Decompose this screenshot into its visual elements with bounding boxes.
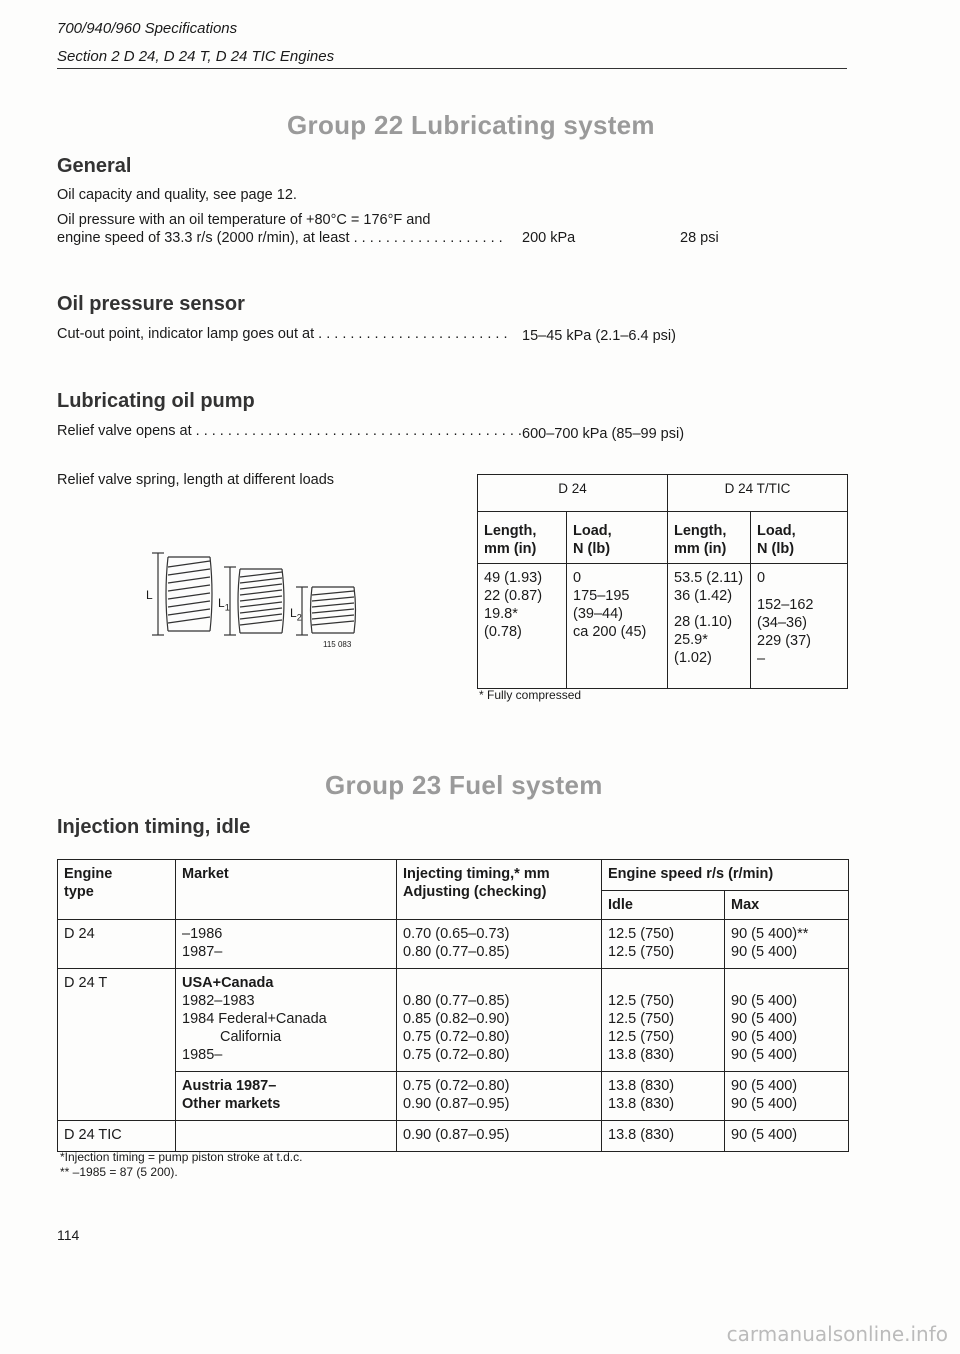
injection-timing-heading: Injection timing, idle: [57, 816, 251, 838]
table-row-d24: [58, 920, 849, 969]
col-engine-type: Engine type: [58, 860, 176, 920]
fully-compressed-note: * Fully compressed: [479, 688, 582, 702]
market-d24t-other: Austria 1987– Other markets: [176, 1072, 397, 1121]
col-market: Market: [176, 860, 397, 920]
idle-d24tic: 13.8 (830): [602, 1121, 725, 1152]
engine-d24tic: D 24 TIC: [58, 1121, 176, 1152]
col-engine-speed: Engine speed r/s (r/min): [602, 860, 849, 891]
spring-values-load-d24: 0 175–195 (39–44) ca 200 (45): [567, 564, 668, 689]
inj-d24t-other: 0.75 (0.72–0.80) 0.90 (0.87–0.95): [397, 1072, 602, 1121]
document-header-section: Section 2 D 24, D 24 T, D 24 TIC Engines: [57, 48, 335, 65]
oil-pressure-kpa: 200 kPa: [522, 230, 576, 246]
idle-d24: 12.5 (750) 12.5 (750): [602, 920, 725, 969]
inj-d24: 0.70 (0.65–0.73) 0.80 (0.77–0.85): [397, 920, 602, 969]
oil-pressure-sensor-heading: Oil pressure sensor: [57, 293, 245, 315]
page-number: 114: [57, 1227, 80, 1243]
oil-pressure-text: Oil pressure with an oil temperature of +80°C = 176°F and: [57, 212, 431, 228]
idle-d24t-other: 13.8 (830) 13.8 (830): [602, 1072, 725, 1121]
spring-table-group-d24t: D 24 T/TIC: [668, 475, 848, 512]
col-idle: Idle: [602, 891, 725, 920]
market-d24t-usa: USA+Canada 1982–1983 1984 Federal+Canada California 1985–: [176, 969, 397, 1072]
max-d24: 90 (5 400)** 90 (5 400): [725, 920, 849, 969]
spring-load-table: [477, 474, 848, 689]
engine-d24t: D 24 T: [58, 969, 176, 1121]
spring-dimension-label-l2: $L_2$: [290, 606, 302, 623]
cut-out-point-text: Cut-out point, indicator lamp goes out at . . . . . . . . . . . . . . . . . . . . . . . .: [57, 326, 508, 342]
spring-dimension-label-l: L: [146, 588, 153, 602]
engine-d24: D 24: [58, 920, 176, 969]
spring-dimension-label-l1: $L_1$: [218, 596, 230, 613]
group23-title: Group 23 Fuel system: [325, 770, 603, 800]
spring-col-load-d24t: Load, N (lb): [751, 512, 848, 564]
document-header-title: 700/940/960 Specifications: [57, 20, 238, 37]
market-d24: –1986 1987–: [176, 920, 397, 969]
col-injecting-timing: Injecting timing,* mm Adjusting (checking): [397, 860, 602, 920]
injection-timing-table: [57, 859, 849, 1152]
market-d24tic: [176, 1121, 397, 1152]
figure-code: 115 083: [323, 640, 352, 649]
injection-footnote-1: *Injection timing = pump piston stroke at t.d.c.: [60, 1150, 303, 1164]
relief-valve-opens-text: Relief valve opens at . . . . . . . . . . . . . . . . . . . . . . . . . . . . . . . . . . . . . . . . .: [57, 423, 522, 439]
relief-valve-opens-value: 600–700 kPa (85–99 psi): [522, 426, 685, 442]
spring-values-length-d24t: 53.5 (2.11) 36 (1.42) 28 (1.10) 25.9* (1.02): [668, 564, 751, 689]
table-row-d24t-other: [58, 1072, 849, 1121]
watermark-text: carmanualsonline.info: [726, 1322, 948, 1346]
table-row-d24tic: [58, 1121, 849, 1152]
cut-out-point-value: 15–45 kPa (2.1–6.4 psi): [522, 328, 676, 344]
header-divider: [57, 68, 847, 69]
relief-valve-spring-illustration: [140, 545, 370, 655]
inj-d24tic: 0.90 (0.87–0.95): [397, 1121, 602, 1152]
spring-col-length-d24t: Length, mm (in): [668, 512, 751, 564]
injection-footnote-2: ** –1985 = 87 (5 200).: [60, 1165, 178, 1179]
table-row-d24t-usa: [58, 969, 849, 1072]
col-max: Max: [725, 891, 849, 920]
engine-speed-text: engine speed of 33.3 r/s (2000 r/min), at least . . . . . . . . . . . . . . . . . . .: [57, 230, 503, 246]
lubricating-oil-pump-heading: Lubricating oil pump: [57, 390, 255, 412]
oil-pressure-psi: 28 psi: [680, 230, 719, 246]
max-d24tic: 90 (5 400): [725, 1121, 849, 1152]
group22-title: Group 22 Lubricating system: [287, 110, 655, 140]
spring-values-load-d24t: 0 152–162 (34–36) 229 (37) –: [751, 564, 848, 689]
idle-d24t-usa: 12.5 (750) 12.5 (750) 12.5 (750) 13.8 (830): [602, 969, 725, 1072]
max-d24t-other: 90 (5 400) 90 (5 400): [725, 1072, 849, 1121]
spring-table-group-d24: D 24: [478, 475, 668, 512]
max-d24t-usa: 90 (5 400) 90 (5 400) 90 (5 400) 90 (5 400): [725, 969, 849, 1072]
general-heading: General: [57, 155, 132, 177]
oil-capacity-text: Oil capacity and quality, see page 12.: [57, 187, 297, 203]
spring-col-load-d24: Load, N (lb): [567, 512, 668, 564]
relief-valve-spring-label: Relief valve spring, length at different loads: [57, 472, 335, 488]
inj-d24t-usa: 0.80 (0.77–0.85) 0.85 (0.82–0.90) 0.75 (0.72–0.80) 0.75 (0.72–0.80): [397, 969, 602, 1072]
spring-values-length-d24: 49 (1.93) 22 (0.87) 19.8* (0.78): [478, 564, 567, 689]
spring-col-length-d24: Length, mm (in): [478, 512, 567, 564]
